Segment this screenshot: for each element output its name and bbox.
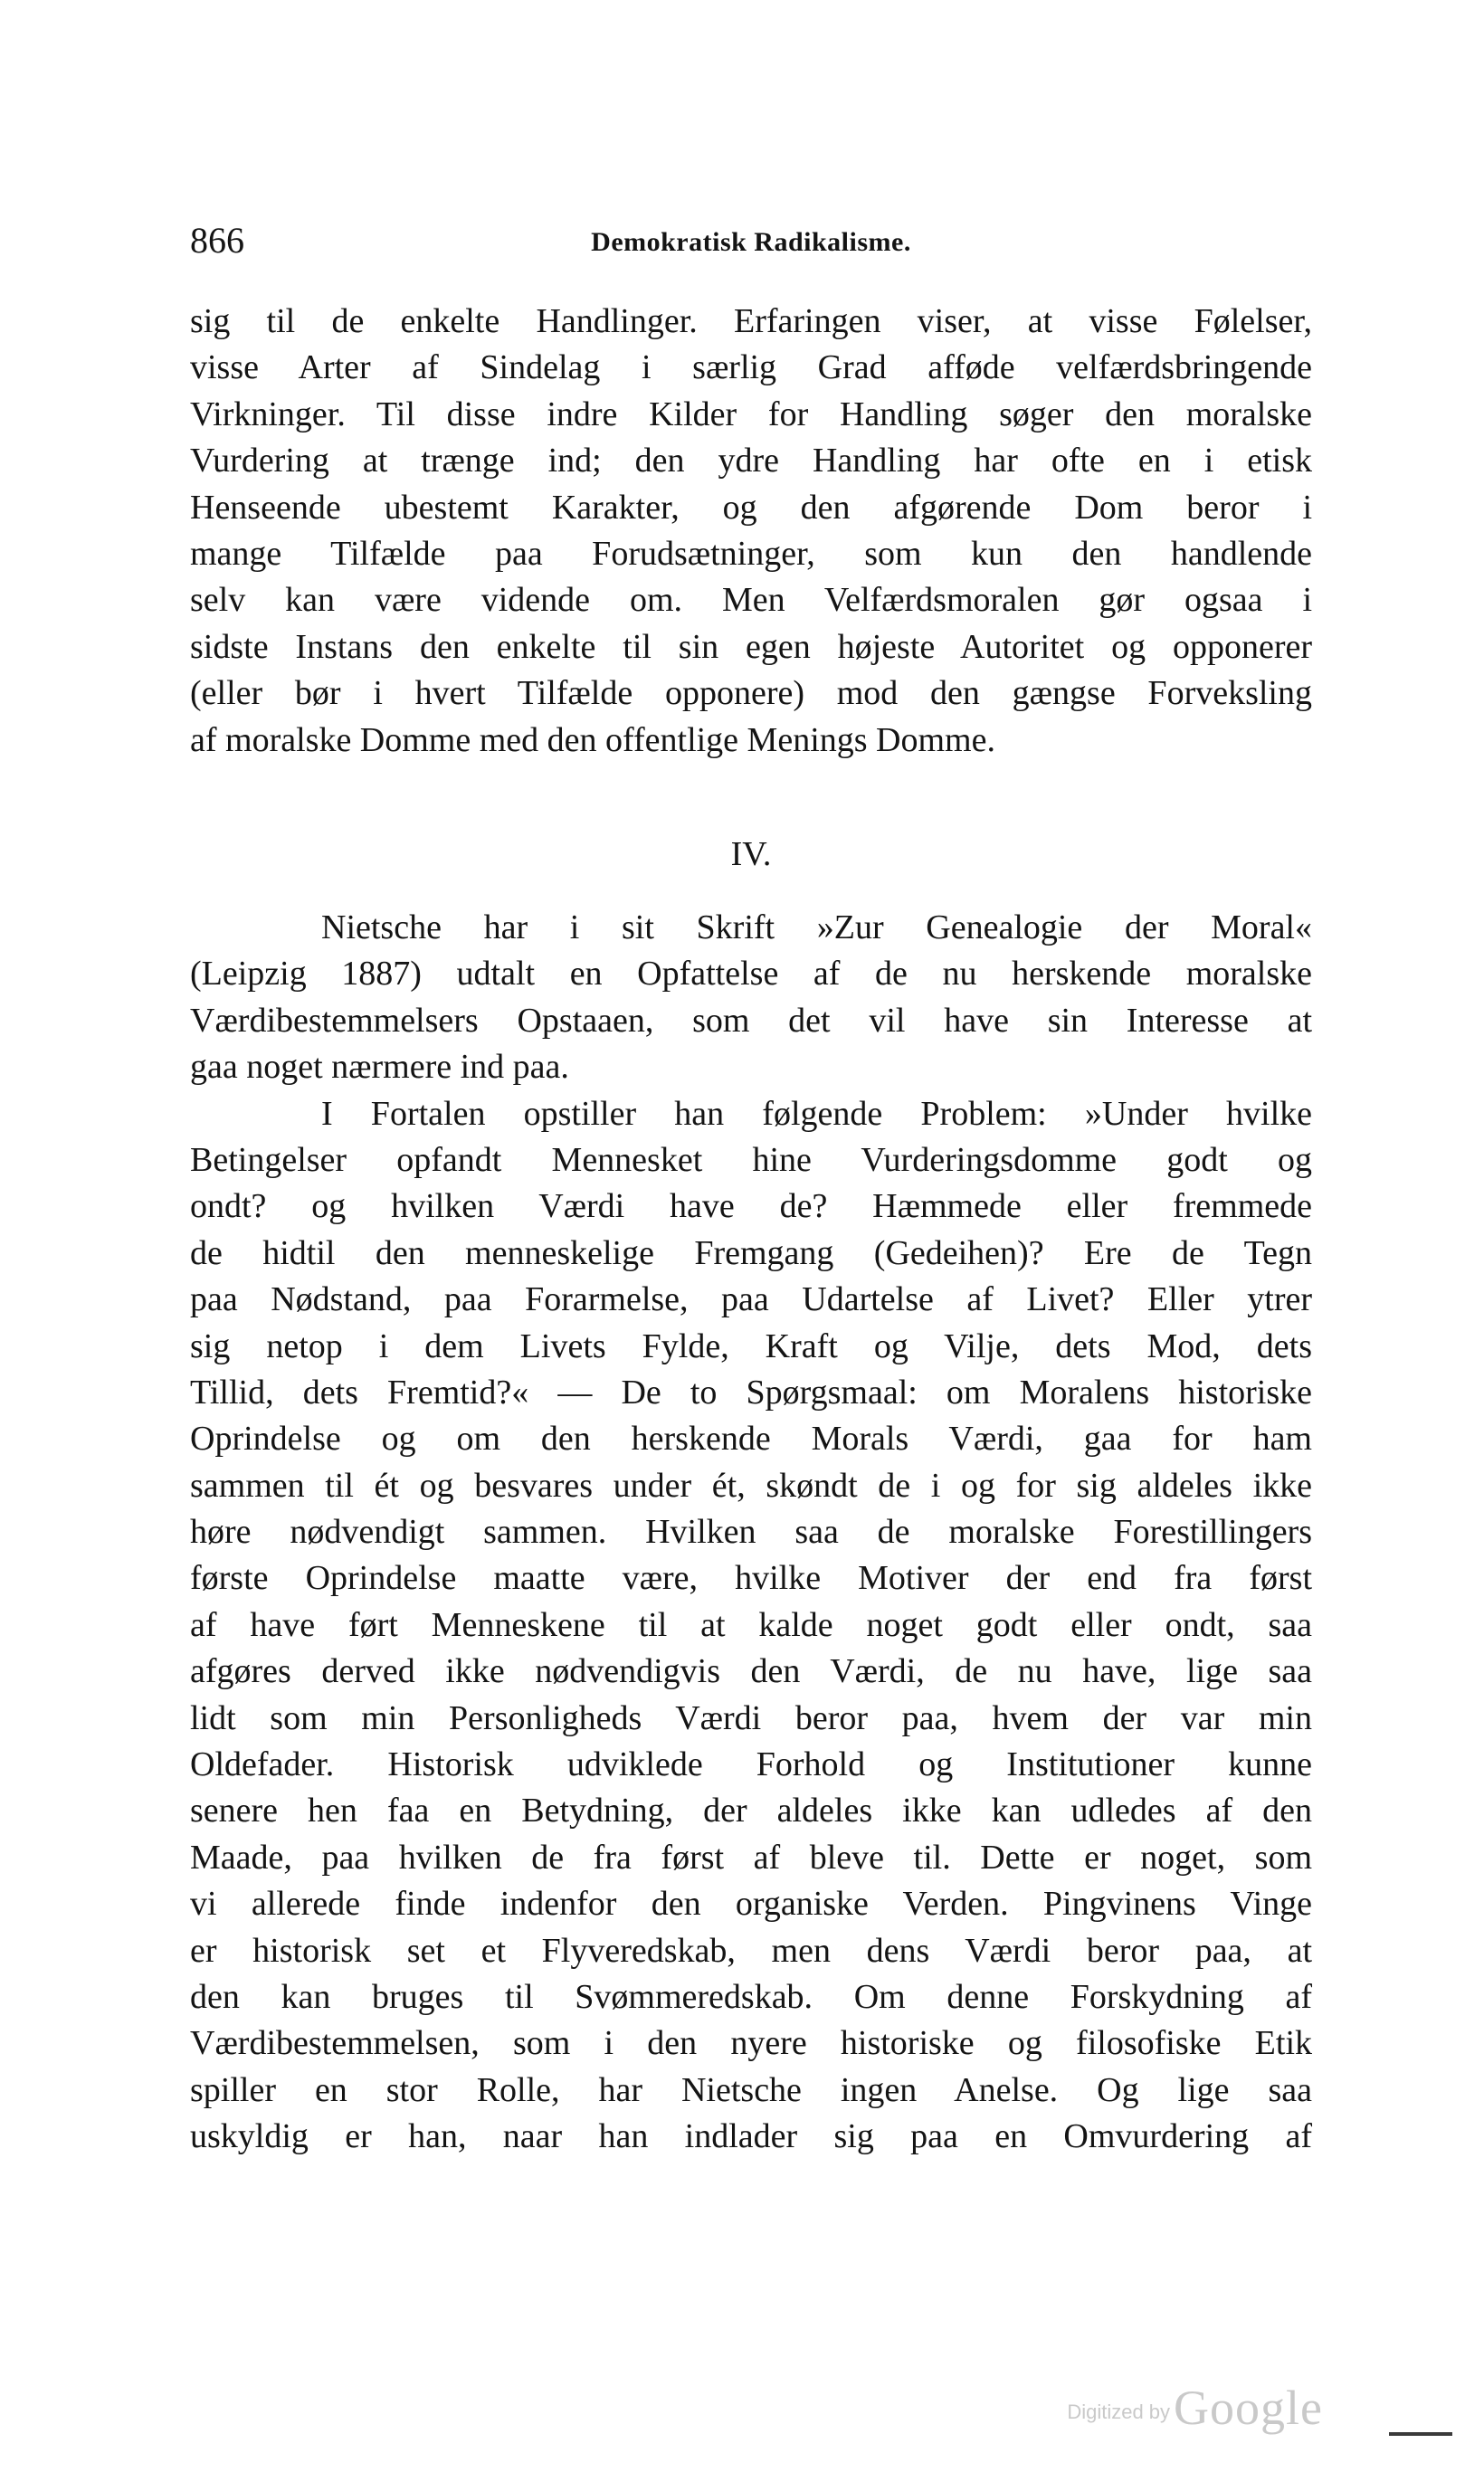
text-line: afgøres derved ikke nødvendigvis den Værdi, de nu have, lige saa: [190, 1652, 1312, 1691]
text-line: lidt som min Personligheds Værdi beror paa, hvem der var min: [190, 1698, 1312, 1737]
text-line: selv kan være vidende om. Men Velfærdsmoralen gør ogsaa i: [190, 581, 1312, 620]
text-line: I Fortalen opstiller han følgende Problem: »Under hvilke: [321, 1094, 1312, 1133]
section-heading: IV.: [730, 835, 772, 873]
text-line: ondt? og hvilken Værdi have de? Hæmmede eller fremmede: [190, 1187, 1312, 1226]
text-line: Oprindelse og om den herskende Morals Værdi, gaa for ham: [190, 1420, 1312, 1459]
text-line: gaa noget nærmere ind paa.: [190, 1048, 569, 1087]
text-line: Betingelser opfandt Mennesket hine Vurderingsdomme godt og: [190, 1140, 1312, 1179]
text-line: sidste Instans den enkelte til sin egen højeste Autoritet og opponerer: [190, 627, 1312, 666]
text-line: Nietsche har i sit Skrift »Zur Genealogie der Moral«: [321, 908, 1312, 946]
text-line: sig netop i dem Livets Fylde, Kraft og Vilje, dets Mod, dets: [190, 1326, 1312, 1365]
text-line: visse Arter af Sindelag i særlig Grad afføde velfærdsbringende: [190, 348, 1312, 387]
text-line: den kan bruges til Svømmeredskab. Om denne Forskydning af: [190, 1977, 1312, 2016]
watermark-prefix: Digitized by: [1067, 2401, 1171, 2423]
page-header: [190, 214, 1312, 268]
text-line: Henseende ubestemt Karakter, og den afgørende Dom beror i: [190, 488, 1312, 527]
text-line: sammen til ét og besvares under ét, skøndt de i og for sig aldeles ikke: [190, 1466, 1312, 1505]
text-line: Virkninger. Til disse indre Kilder for Handling søger den moralske: [190, 395, 1312, 433]
text-line: mange Tilfælde paa Forudsætninger, som kun den handlende: [190, 534, 1312, 573]
scan-edge-mark: [1389, 2432, 1452, 2436]
digitized-by-watermark: [997, 2380, 1323, 2443]
running-title: Demokratisk Radikalisme.: [591, 227, 911, 257]
section-body: [190, 905, 1312, 2161]
text-line: af moralske Domme med den offentlige Menings Domme.: [190, 720, 995, 759]
text-line: Værdibestemmelsers Opstaaen, som det vil have sin Interesse at: [190, 1001, 1312, 1040]
text-line: uskyldig er han, naar han indlader sig paa en Omvurdering af: [190, 2117, 1312, 2156]
text-line: (eller bør i hvert Tilfælde opponere) mod den gængse Forveksling: [190, 674, 1312, 713]
text-line: er historisk set et Flyveredskab, men dens Værdi beror paa, at: [190, 1931, 1312, 1970]
page-number: 866: [190, 220, 244, 261]
text-line: af have ført Menneskene til at kalde noget godt eller ondt, saa: [190, 1605, 1312, 1644]
text-line: Vurdering at trænge ind; den ydre Handling har ofte en i etisk: [190, 442, 1312, 480]
text-line: Værdibestemmelsen, som i den nyere historiske og filosofiske Etik: [190, 2024, 1312, 2063]
text-line: første Oprindelse maatte være, hvilke Motiver der end fra først: [190, 1559, 1312, 1598]
text-line: Oldefader. Historisk udviklede Forhold og Institutioner kunne: [190, 1745, 1312, 1784]
google-logo: Google: [1174, 2381, 1323, 2435]
text-line: paa Nødstand, paa Forarmelse, paa Udartelse af Livet? Eller ytrer: [190, 1280, 1312, 1319]
text-line: (Leipzig 1887) udtalt en Opfattelse af de nu herskende moralske: [190, 955, 1312, 994]
text-line: spiller en stor Rolle, har Nietsche ingen Anelse. Og lige saa: [190, 2070, 1312, 2109]
text-line: de hidtil den menneskelige Fremgang (Gedeihen)? Ere de Tegn: [190, 1233, 1312, 1272]
text-line: Maade, paa hvilken de fra først af bleve til. Dette er noget, som: [190, 1838, 1312, 1877]
text-line: høre nødvendigt sammen. Hvilken saa de moralske Forestillingers: [190, 1513, 1312, 1552]
text-line: vi allerede finde indenfor den organiske Verden. Pingvinens Vinge: [190, 1885, 1312, 1924]
text-line: senere hen faa en Betydning, der aldeles ikke kan udledes af den: [190, 1792, 1312, 1830]
text-line: Tillid, dets Fremtid?« — De to Spørgsmaal: om Moralens historiske: [190, 1373, 1312, 1412]
paragraph-continued: [190, 299, 1312, 764]
text-line: sig til de enkelte Handlinger. Erfaringen viser, at visse Følelser,: [190, 302, 1312, 340]
